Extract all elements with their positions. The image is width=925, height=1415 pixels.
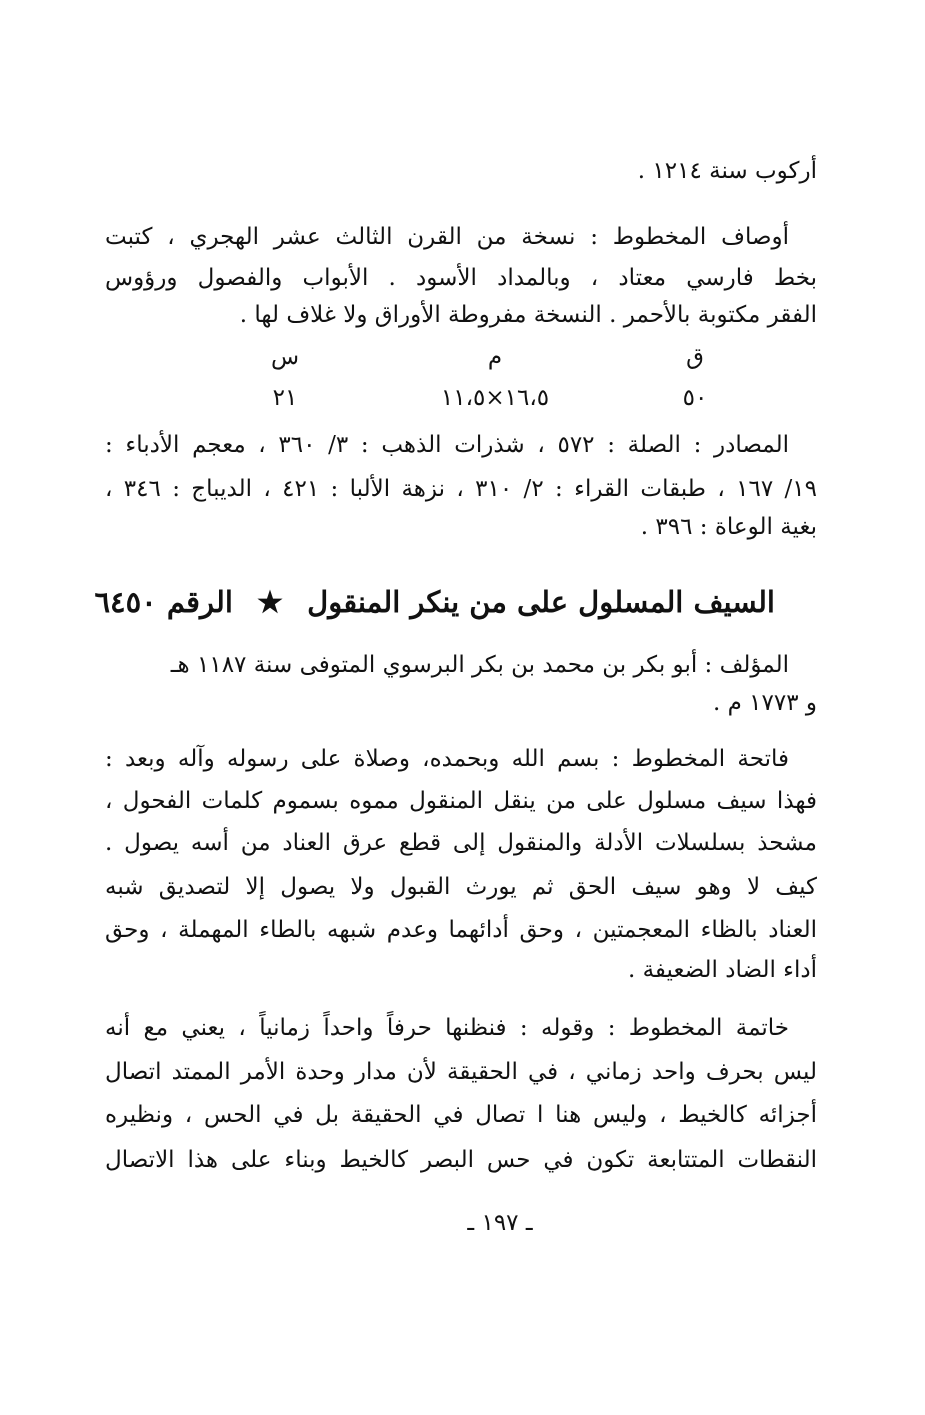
star-icon: ★ (257, 585, 284, 619)
meta-value-size: ١٦،٥×١١،٥ (440, 385, 550, 411)
page-number: ـ ١٩٧ ـ (467, 1210, 533, 1236)
meta-values (0, 383, 925, 413)
meta-header-size: م (487, 344, 503, 370)
opening-line: العناد بالظاء المعجمتين ، وحق أدائهما وعدم شبهه بالطاء المهملة ، وحق (105, 917, 817, 943)
entry-heading (94, 584, 775, 620)
author-line: و ١٧٧٣ م . (712, 690, 817, 716)
description-line: الفقر مكتوبة بالأحمر . النسخة مفروطة الأوراق ولا غلاف لها . (239, 302, 817, 328)
meta-header-leaves: ق (686, 344, 704, 370)
opening-line: أداء الضاد الضعيفة . (627, 957, 817, 983)
closing-line: خاتمة المخطوط : وقوله : فنظنها حرفاً واحداً زمانياً ، يعني مع أنه (105, 1015, 789, 1041)
closing-line: النقطات المتتابعة تكون في حس البصر كالخيط وبناء على هذا الاتصال (105, 1147, 817, 1173)
meta-value-lines: ٢١ (272, 385, 298, 411)
meta-header-lines: س (270, 344, 300, 370)
description-line: بخط فارسي معتاد ، وبالمداد الأسود . الأبواب والفصول ورؤوس (105, 265, 817, 291)
opening-line: كيف لا وهو سيف الحق ثم يورث القبول ولا يصول إلا لتصديق شبه (105, 874, 817, 900)
closing-line: أجزائه كالخيط ، وليس هنا ا تصال في الحقيقة بل في الحس ، ونظيره (105, 1102, 817, 1128)
sources-line: المصادر : الصلة : ٥٧٢ ، شذرات الذهب : ٣/ ٣٦٠ ، معجم الأدباء : (105, 432, 790, 458)
author-line: المؤلف : أبو بكر بن محمد بن بكر البرسوي المتوفى سنة ١١٨٧ هـ (170, 652, 789, 678)
entry-number: الرقم ٦٤٥٠ (94, 585, 233, 619)
entry-title: السيف المسلول على من ينكر المنقول (307, 585, 775, 619)
meta-headers (0, 342, 925, 372)
closing-line: ليس بحرف واحد زماني ، في الحقيقة لأن مدار وحدة الأمر الممتد اتصال (105, 1059, 817, 1085)
description-line: أوصاف المخطوط : نسخة من القرن الثالث عشر الهجري ، كتبت (105, 224, 789, 250)
previous-entry-fragment: أركوب سنة ١٢١٤ . (637, 158, 817, 184)
sources-line: بغية الوعاة : ٣٩٦ . (640, 514, 817, 540)
meta-value-leaves: ٥٠ (682, 385, 708, 411)
opening-line: مشحذ بسلسلات الأدلة والمنقول إلى قطع عرق العناد من أسه يصول . (105, 830, 817, 856)
opening-line: فهذا سيف مسلول على من ينقل المنقول مموه بسموم كلمات الفحول ، (105, 788, 817, 814)
opening-line: فاتحة المخطوط : بسم الله وبحمده، وصلاة على رسوله وآله وبعد : (105, 746, 789, 772)
sources-line: ١٩/ ١٦٧ ، طبقات القراء : ٢/ ٣١٠ ، نزهة الألبا : ٤٢١ ، الديباج : ٣٤٦ ، (105, 476, 817, 502)
